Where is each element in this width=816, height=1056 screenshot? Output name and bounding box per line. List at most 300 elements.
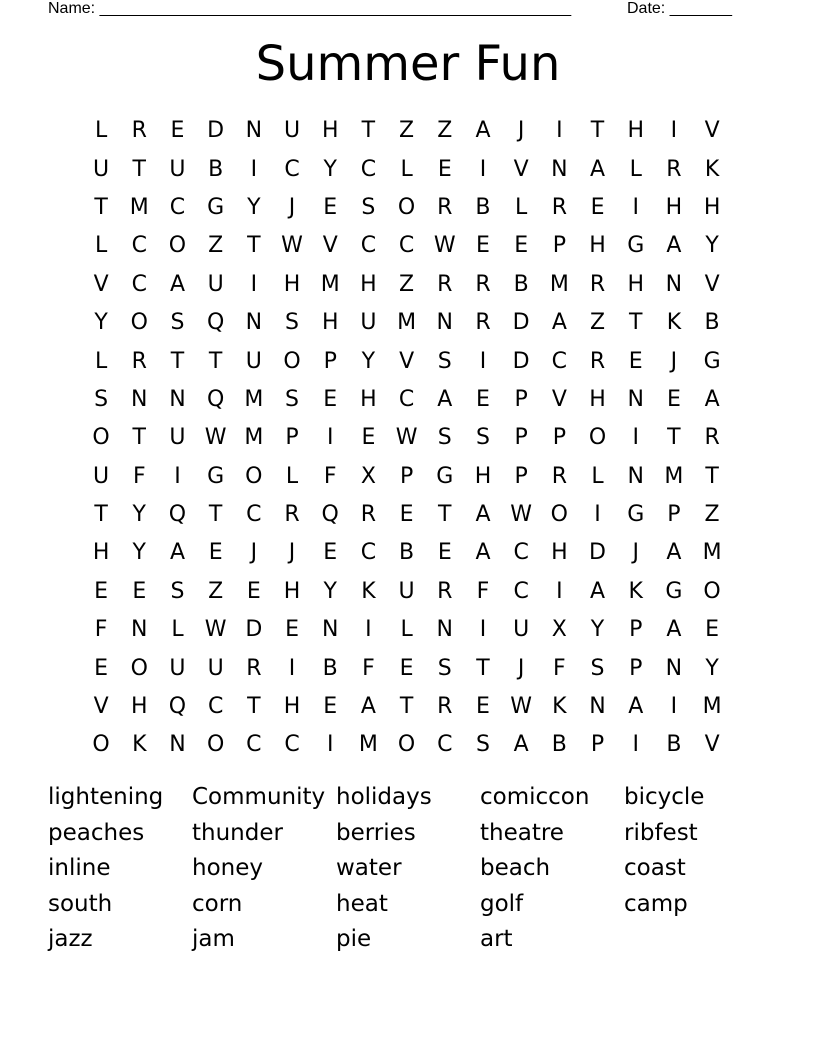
grid-cell[interactable]: Z [399, 271, 415, 297]
grid-cell[interactable]: H [627, 271, 644, 297]
grid-cell[interactable]: C [131, 271, 147, 297]
grid-cell[interactable]: U [245, 348, 262, 374]
grid-row [82, 342, 732, 380]
grid-cell[interactable]: M [702, 694, 722, 720]
grid-cell[interactable]: E [246, 578, 261, 604]
grid-cell[interactable]: C [246, 502, 262, 528]
grid-cell[interactable]: D [512, 348, 530, 374]
grid-cell[interactable]: I [556, 118, 563, 144]
grid-cell[interactable]: J [632, 540, 639, 566]
grid-cell[interactable]: E [666, 386, 681, 412]
grid-cell[interactable]: E [323, 540, 338, 566]
grid-cell[interactable]: F [323, 463, 337, 489]
grid-cell[interactable]: Z [589, 310, 606, 336]
grid-cell[interactable]: N [131, 386, 148, 412]
grid-cell[interactable]: M [397, 310, 417, 336]
grid-cell[interactable]: K [666, 310, 682, 336]
grid-cell[interactable]: B [704, 310, 720, 336]
grid-cell[interactable]: L [629, 156, 642, 182]
grid-cell[interactable]: Z [399, 118, 415, 144]
grid-cell[interactable]: A [475, 118, 491, 144]
grid-cell[interactable]: K [132, 732, 147, 758]
word-list-item: water [336, 855, 402, 882]
grid-cell[interactable]: K [361, 578, 376, 604]
grid-cell[interactable]: N [627, 386, 644, 412]
grid-cell[interactable]: L [515, 194, 528, 220]
grid-cell[interactable]: Z [704, 502, 720, 528]
grid-cell[interactable]: S [437, 655, 452, 681]
grid-cell[interactable]: E [323, 386, 338, 412]
grid-cell[interactable]: I [326, 425, 334, 451]
grid-cell[interactable]: Y [323, 578, 337, 604]
grid-cell[interactable]: J [250, 540, 258, 566]
grid-cell[interactable]: L [94, 233, 108, 259]
grid-cell[interactable]: R [360, 502, 377, 528]
grid-cell[interactable]: R [589, 348, 606, 374]
grid-cell[interactable]: H [131, 694, 148, 720]
grid-cell[interactable]: T [94, 502, 108, 528]
grid-cell[interactable]: W [204, 617, 227, 643]
grid-cell[interactable]: M [129, 194, 149, 220]
grid-cell[interactable]: O [168, 233, 187, 259]
grid-cell[interactable]: L [285, 463, 299, 489]
grid-cell[interactable]: T [399, 694, 414, 720]
grid-cell[interactable]: E [132, 578, 147, 604]
grid-cell[interactable]: I [556, 578, 563, 604]
grid-cell[interactable]: B [322, 655, 338, 681]
grid-cell[interactable]: N [131, 617, 148, 643]
grid-row [82, 496, 732, 534]
grid-cell[interactable]: T [476, 655, 490, 681]
grid-cell[interactable]: A [169, 540, 185, 566]
grid-cell[interactable]: K [552, 694, 567, 720]
grid-cell[interactable]: H [283, 578, 301, 604]
grid-cell[interactable]: N [245, 310, 263, 336]
grid-cell[interactable]: T [208, 502, 223, 528]
grid-cell[interactable]: T [94, 194, 108, 220]
grid-cell[interactable]: S [437, 348, 452, 374]
header [48, 0, 748, 20]
grid-cell[interactable]: B [551, 732, 567, 758]
grid-cell[interactable]: P [514, 425, 528, 451]
grid-cell[interactable]: R [131, 118, 147, 144]
grid-cell[interactable]: C [551, 348, 568, 374]
grid-cell[interactable]: E [514, 233, 529, 259]
grid-cell[interactable]: U [360, 310, 377, 336]
grid-cell[interactable]: R [666, 156, 682, 182]
grid-cell[interactable]: B [666, 732, 682, 758]
grid-cell[interactable]: I [670, 694, 678, 720]
grid-cell[interactable]: E [94, 578, 109, 604]
grid-cell[interactable]: J [288, 540, 296, 566]
grid-cell[interactable]: N [551, 156, 568, 182]
grid-cell[interactable]: N [321, 617, 339, 643]
grid-cell[interactable]: V [93, 694, 109, 720]
word-list-item: pie [336, 926, 372, 953]
grid-cell[interactable]: J [517, 655, 525, 681]
grid-cell[interactable]: O [206, 732, 225, 758]
grid-cell[interactable]: E [94, 655, 109, 681]
grid-cell[interactable]: C [398, 386, 415, 412]
grid-cell[interactable]: O [92, 425, 110, 451]
grid-cell[interactable]: U [283, 118, 301, 144]
grid-cell[interactable]: N [665, 271, 683, 297]
grid-cell[interactable]: L [94, 118, 108, 144]
grid-cell[interactable]: T [705, 463, 719, 489]
grid-cell[interactable]: V [704, 118, 720, 144]
grid-cell[interactable]: Y [705, 655, 719, 681]
grid-cell[interactable]: Q [206, 310, 225, 336]
grid-cell[interactable]: M [320, 271, 340, 297]
grid-cell[interactable]: Y [590, 617, 605, 643]
grid-cell[interactable]: M [358, 732, 378, 758]
grid-cell[interactable]: U [169, 156, 186, 182]
grid-cell[interactable]: E [323, 694, 338, 720]
grid-cell[interactable]: E [705, 617, 720, 643]
grid-cell[interactable]: E [437, 156, 452, 182]
grid-cell[interactable]: U [169, 655, 186, 681]
grid-cell[interactable]: N [245, 118, 263, 144]
grid-cell[interactable]: E [476, 694, 490, 720]
grid-cell[interactable]: L [400, 156, 413, 182]
grid-cell[interactable]: C [131, 233, 147, 259]
grid-cell[interactable]: A [475, 502, 491, 528]
grid-cell[interactable]: C [360, 233, 377, 259]
grid-cell[interactable]: H [627, 118, 644, 144]
grid-cell[interactable]: R [589, 271, 606, 297]
grid-cell[interactable]: A [666, 617, 682, 643]
grid-cell[interactable]: N [436, 617, 454, 643]
grid-cell[interactable]: U [207, 271, 224, 297]
grid-cell[interactable]: M [244, 386, 264, 412]
grid-cell[interactable]: G [207, 194, 225, 220]
grid-cell[interactable]: S [475, 732, 490, 758]
grid-cell[interactable]: W [281, 233, 303, 259]
grid-cell[interactable]: S [361, 194, 376, 220]
grid-cell[interactable]: R [475, 271, 491, 297]
grid-cell[interactable]: I [479, 156, 487, 182]
grid-cell[interactable]: Y [94, 310, 108, 336]
grid-cell[interactable]: A [704, 386, 720, 412]
grid-cell[interactable]: P [629, 655, 643, 681]
grid-cell[interactable]: R [246, 655, 262, 681]
grid-cell[interactable]: M [664, 463, 684, 489]
grid-cell[interactable]: M [702, 540, 722, 566]
grid-cell[interactable]: K [704, 156, 720, 182]
grid-cell[interactable]: Q [168, 502, 187, 528]
grid-cell[interactable]: Z [437, 118, 453, 144]
grid-cell[interactable]: C [437, 732, 453, 758]
grid-cell[interactable]: B [475, 194, 491, 220]
grid-cell[interactable]: H [283, 271, 301, 297]
grid-cell[interactable]: D [245, 617, 263, 643]
grid-cell[interactable]: H [360, 271, 377, 297]
grid-cell[interactable]: A [169, 271, 185, 297]
grid-cell[interactable]: R [437, 578, 453, 604]
grid-cell[interactable]: E [323, 194, 338, 220]
grid-cell[interactable]: A [590, 156, 606, 182]
grid-cell[interactable]: O [130, 310, 148, 336]
grid-cell[interactable]: R [131, 348, 147, 374]
grid-cell[interactable]: W [204, 425, 227, 451]
grid-cell[interactable]: H [321, 118, 339, 144]
grid-cell[interactable]: T [208, 348, 223, 374]
grid-cell[interactable]: X [551, 617, 567, 643]
grid-cell[interactable]: Q [168, 694, 187, 720]
grid-cell[interactable]: V [93, 271, 109, 297]
grid-cell[interactable]: Y [247, 194, 261, 220]
grid-cell[interactable]: U [93, 156, 110, 182]
grid-cell[interactable]: S [94, 386, 109, 412]
grid-cell[interactable]: C [207, 694, 224, 720]
grid-cell[interactable]: E [628, 348, 643, 374]
grid-cell[interactable]: E [590, 194, 605, 220]
grid-cell[interactable]: C [360, 156, 377, 182]
grid-cell[interactable]: P [552, 233, 566, 259]
grid-cell[interactable]: O [397, 194, 416, 220]
grid-cell[interactable]: P [399, 463, 414, 489]
grid-cell[interactable]: R [437, 271, 453, 297]
grid-cell[interactable]: D [589, 540, 606, 566]
grid-cell[interactable]: T [170, 348, 185, 374]
grid-cell[interactable]: I [365, 617, 372, 643]
grid-cell[interactable]: A [666, 540, 682, 566]
grid-cell[interactable]: I [479, 617, 487, 643]
grid-cell[interactable]: S [590, 655, 605, 681]
grid-cell[interactable]: T [361, 118, 376, 144]
word-list-item: south [48, 890, 113, 917]
grid-row [82, 573, 732, 611]
grid-cell[interactable]: A [437, 386, 453, 412]
grid-cell[interactable]: E [361, 425, 376, 451]
grid-cell[interactable]: G [665, 578, 683, 604]
grid-cell[interactable]: W [510, 694, 533, 720]
grid-cell[interactable]: H [474, 463, 492, 489]
word-list-item: inline [48, 855, 111, 882]
grid-cell[interactable]: S [170, 310, 185, 336]
grid-cell[interactable]: P [285, 425, 299, 451]
grid-cell[interactable]: O [550, 502, 568, 528]
grid-cell[interactable]: S [437, 425, 452, 451]
grid-cell[interactable]: D [207, 118, 225, 144]
grid-cell[interactable]: N [627, 463, 644, 489]
grid-cell[interactable]: W [395, 425, 418, 451]
grid-cell[interactable]: M [549, 271, 569, 297]
grid-cell[interactable]: H [283, 694, 301, 720]
grid-cell[interactable]: F [362, 655, 375, 681]
grid-cell[interactable]: Z [208, 578, 224, 604]
grid-cell[interactable]: H [589, 386, 606, 412]
grid-cell[interactable]: E [437, 540, 452, 566]
grid-cell[interactable]: V [551, 386, 567, 412]
grid-cell[interactable]: R [284, 502, 300, 528]
grid-cell[interactable]: V [704, 271, 720, 297]
grid-cell[interactable]: E [476, 233, 490, 259]
grid-cell[interactable]: G [703, 348, 721, 374]
grid-cell[interactable]: F [553, 655, 566, 681]
grid-cell[interactable]: I [288, 655, 296, 681]
grid-cell[interactable]: Y [132, 540, 146, 566]
grid-cell[interactable]: I [670, 118, 678, 144]
grid-cell[interactable]: O [588, 425, 607, 451]
grid-cell[interactable]: C [513, 578, 529, 604]
grid-cell[interactable]: T [247, 233, 261, 259]
grid-cell[interactable]: E [208, 540, 223, 566]
grid-cell[interactable]: T [667, 425, 681, 451]
grid-cell[interactable]: F [94, 617, 108, 643]
grid-cell[interactable]: O [397, 732, 416, 758]
grid-cell[interactable]: E [399, 502, 414, 528]
grid-cell[interactable]: E [476, 386, 490, 412]
grid-cell[interactable]: P [629, 617, 643, 643]
grid-cell[interactable]: G [627, 233, 645, 259]
grid-cell[interactable]: U [207, 655, 224, 681]
grid-cell[interactable]: I [632, 425, 639, 451]
grid-cell[interactable]: T [247, 694, 261, 720]
grid-cell[interactable]: C [513, 540, 529, 566]
grid-cell[interactable]: I [594, 502, 601, 528]
grid-cell[interactable]: Y [361, 348, 376, 374]
grid-cell[interactable]: G [436, 463, 454, 489]
grid-cell[interactable]: E [285, 617, 299, 643]
grid-cell[interactable]: A [513, 732, 529, 758]
grid-cell[interactable]: I [250, 271, 258, 297]
grid-cell[interactable]: B [399, 540, 415, 566]
grid-cell[interactable]: C [398, 233, 415, 259]
grid-cell[interactable]: I [632, 732, 639, 758]
grid-cell[interactable]: Q [206, 386, 225, 412]
grid-cell[interactable]: L [591, 463, 604, 489]
grid-cell[interactable]: M [244, 425, 264, 451]
grid-cell[interactable]: F [132, 463, 146, 489]
grid-cell[interactable]: I [250, 156, 258, 182]
grid-cell[interactable]: R [704, 425, 720, 451]
grid-cell[interactable]: C [169, 194, 186, 220]
grid-cell[interactable]: T [132, 156, 146, 182]
grid-cell[interactable]: Y [323, 156, 337, 182]
grid-cell[interactable]: J [670, 348, 678, 374]
grid-cell[interactable]: X [360, 463, 376, 489]
grid-cell[interactable]: P [667, 502, 681, 528]
grid-cell[interactable]: H [589, 233, 606, 259]
grid-cell[interactable]: R [437, 194, 453, 220]
grid-cell[interactable]: O [92, 732, 110, 758]
grid-cell[interactable]: L [171, 617, 184, 643]
grid-cell[interactable]: N [589, 694, 606, 720]
grid-cell[interactable]: P [514, 386, 528, 412]
grid-cell[interactable]: O [130, 655, 148, 681]
grid-cell[interactable]: H [703, 194, 721, 220]
grid-cell[interactable]: R [551, 463, 567, 489]
grid-cell[interactable]: U [93, 463, 110, 489]
grid-cell[interactable]: R [437, 694, 453, 720]
grid-cell[interactable]: C [246, 732, 262, 758]
grid-cell[interactable]: T [438, 502, 452, 528]
grid-cell[interactable]: O [703, 578, 721, 604]
grid-cell[interactable]: T [590, 118, 605, 144]
grid-cell[interactable]: L [400, 617, 413, 643]
grid-cell[interactable]: H [665, 194, 683, 220]
grid-cell[interactable]: F [476, 578, 490, 604]
date-field[interactable]: Date: _______ [627, 0, 732, 17]
grid-cell[interactable]: J [288, 194, 296, 220]
grid-cell[interactable]: P [323, 348, 337, 374]
grid-cell[interactable]: P [552, 425, 566, 451]
grid-cell[interactable]: G [207, 463, 225, 489]
grid-cell[interactable]: J [517, 118, 525, 144]
grid-cell[interactable]: A [360, 694, 376, 720]
grid-cell[interactable]: C [284, 732, 300, 758]
grid-cell[interactable]: R [551, 194, 567, 220]
grid-cell[interactable]: I [632, 194, 639, 220]
grid-cell[interactable]: P [590, 732, 605, 758]
grid-cell[interactable]: S [285, 386, 300, 412]
grid-cell[interactable]: V [704, 732, 720, 758]
grid-cell[interactable]: S [475, 425, 490, 451]
grid-cell[interactable]: E [399, 655, 414, 681]
grid-cell[interactable]: C [284, 156, 300, 182]
grid-cell[interactable]: Y [705, 233, 719, 259]
grid-cell[interactable]: N [665, 655, 683, 681]
grid-cell[interactable]: C [360, 540, 377, 566]
grid-cell[interactable]: N [169, 732, 186, 758]
grid-cell[interactable]: L [94, 348, 108, 374]
grid-cell[interactable]: V [399, 348, 415, 374]
grid-cell[interactable]: P [514, 463, 528, 489]
grid-cell[interactable]: K [628, 578, 643, 604]
grid-cell[interactable]: N [436, 310, 454, 336]
grid-cell[interactable]: I [174, 463, 181, 489]
grid-cell[interactable]: B [208, 156, 224, 182]
grid-cell[interactable]: U [513, 617, 530, 643]
grid-cell[interactable]: A [475, 540, 491, 566]
grid-cell[interactable]: W [433, 233, 456, 259]
grid-cell[interactable]: I [479, 348, 487, 374]
grid-cell[interactable]: B [513, 271, 529, 297]
grid-cell[interactable]: H [360, 386, 377, 412]
grid-cell[interactable]: H [321, 310, 339, 336]
grid-cell[interactable]: I [326, 732, 334, 758]
name-field[interactable]: Name: _____________________________________________________ [48, 0, 572, 17]
grid-cell[interactable]: G [627, 502, 645, 528]
grid-cell[interactable]: V [513, 156, 529, 182]
grid-cell[interactable]: T [628, 310, 643, 336]
grid-cell[interactable]: S [285, 310, 300, 336]
grid-cell[interactable]: O [245, 463, 263, 489]
grid-cell[interactable]: V [322, 233, 338, 259]
grid-cell[interactable]: T [132, 425, 146, 451]
grid-cell[interactable]: Y [132, 502, 146, 528]
grid-cell[interactable]: A [666, 233, 682, 259]
grid-cell[interactable]: N [169, 386, 186, 412]
grid-cell[interactable]: U [398, 578, 415, 604]
grid-cell[interactable]: H [92, 540, 110, 566]
grid-cell[interactable]: W [510, 502, 533, 528]
grid-cell[interactable]: H [551, 540, 568, 566]
grid-cell[interactable]: A [628, 694, 644, 720]
grid-cell[interactable]: S [170, 578, 185, 604]
grid-cell[interactable]: Z [208, 233, 224, 259]
grid-cell[interactable]: U [169, 425, 186, 451]
grid-cell[interactable]: E [170, 118, 185, 144]
word-list-item: art [480, 926, 513, 953]
grid-cell[interactable]: D [512, 310, 530, 336]
grid-cell[interactable]: A [551, 310, 567, 336]
grid-cell[interactable]: Q [321, 502, 339, 528]
grid-cell[interactable]: R [475, 310, 491, 336]
grid-cell[interactable]: O [283, 348, 301, 374]
grid-cell[interactable]: A [590, 578, 606, 604]
